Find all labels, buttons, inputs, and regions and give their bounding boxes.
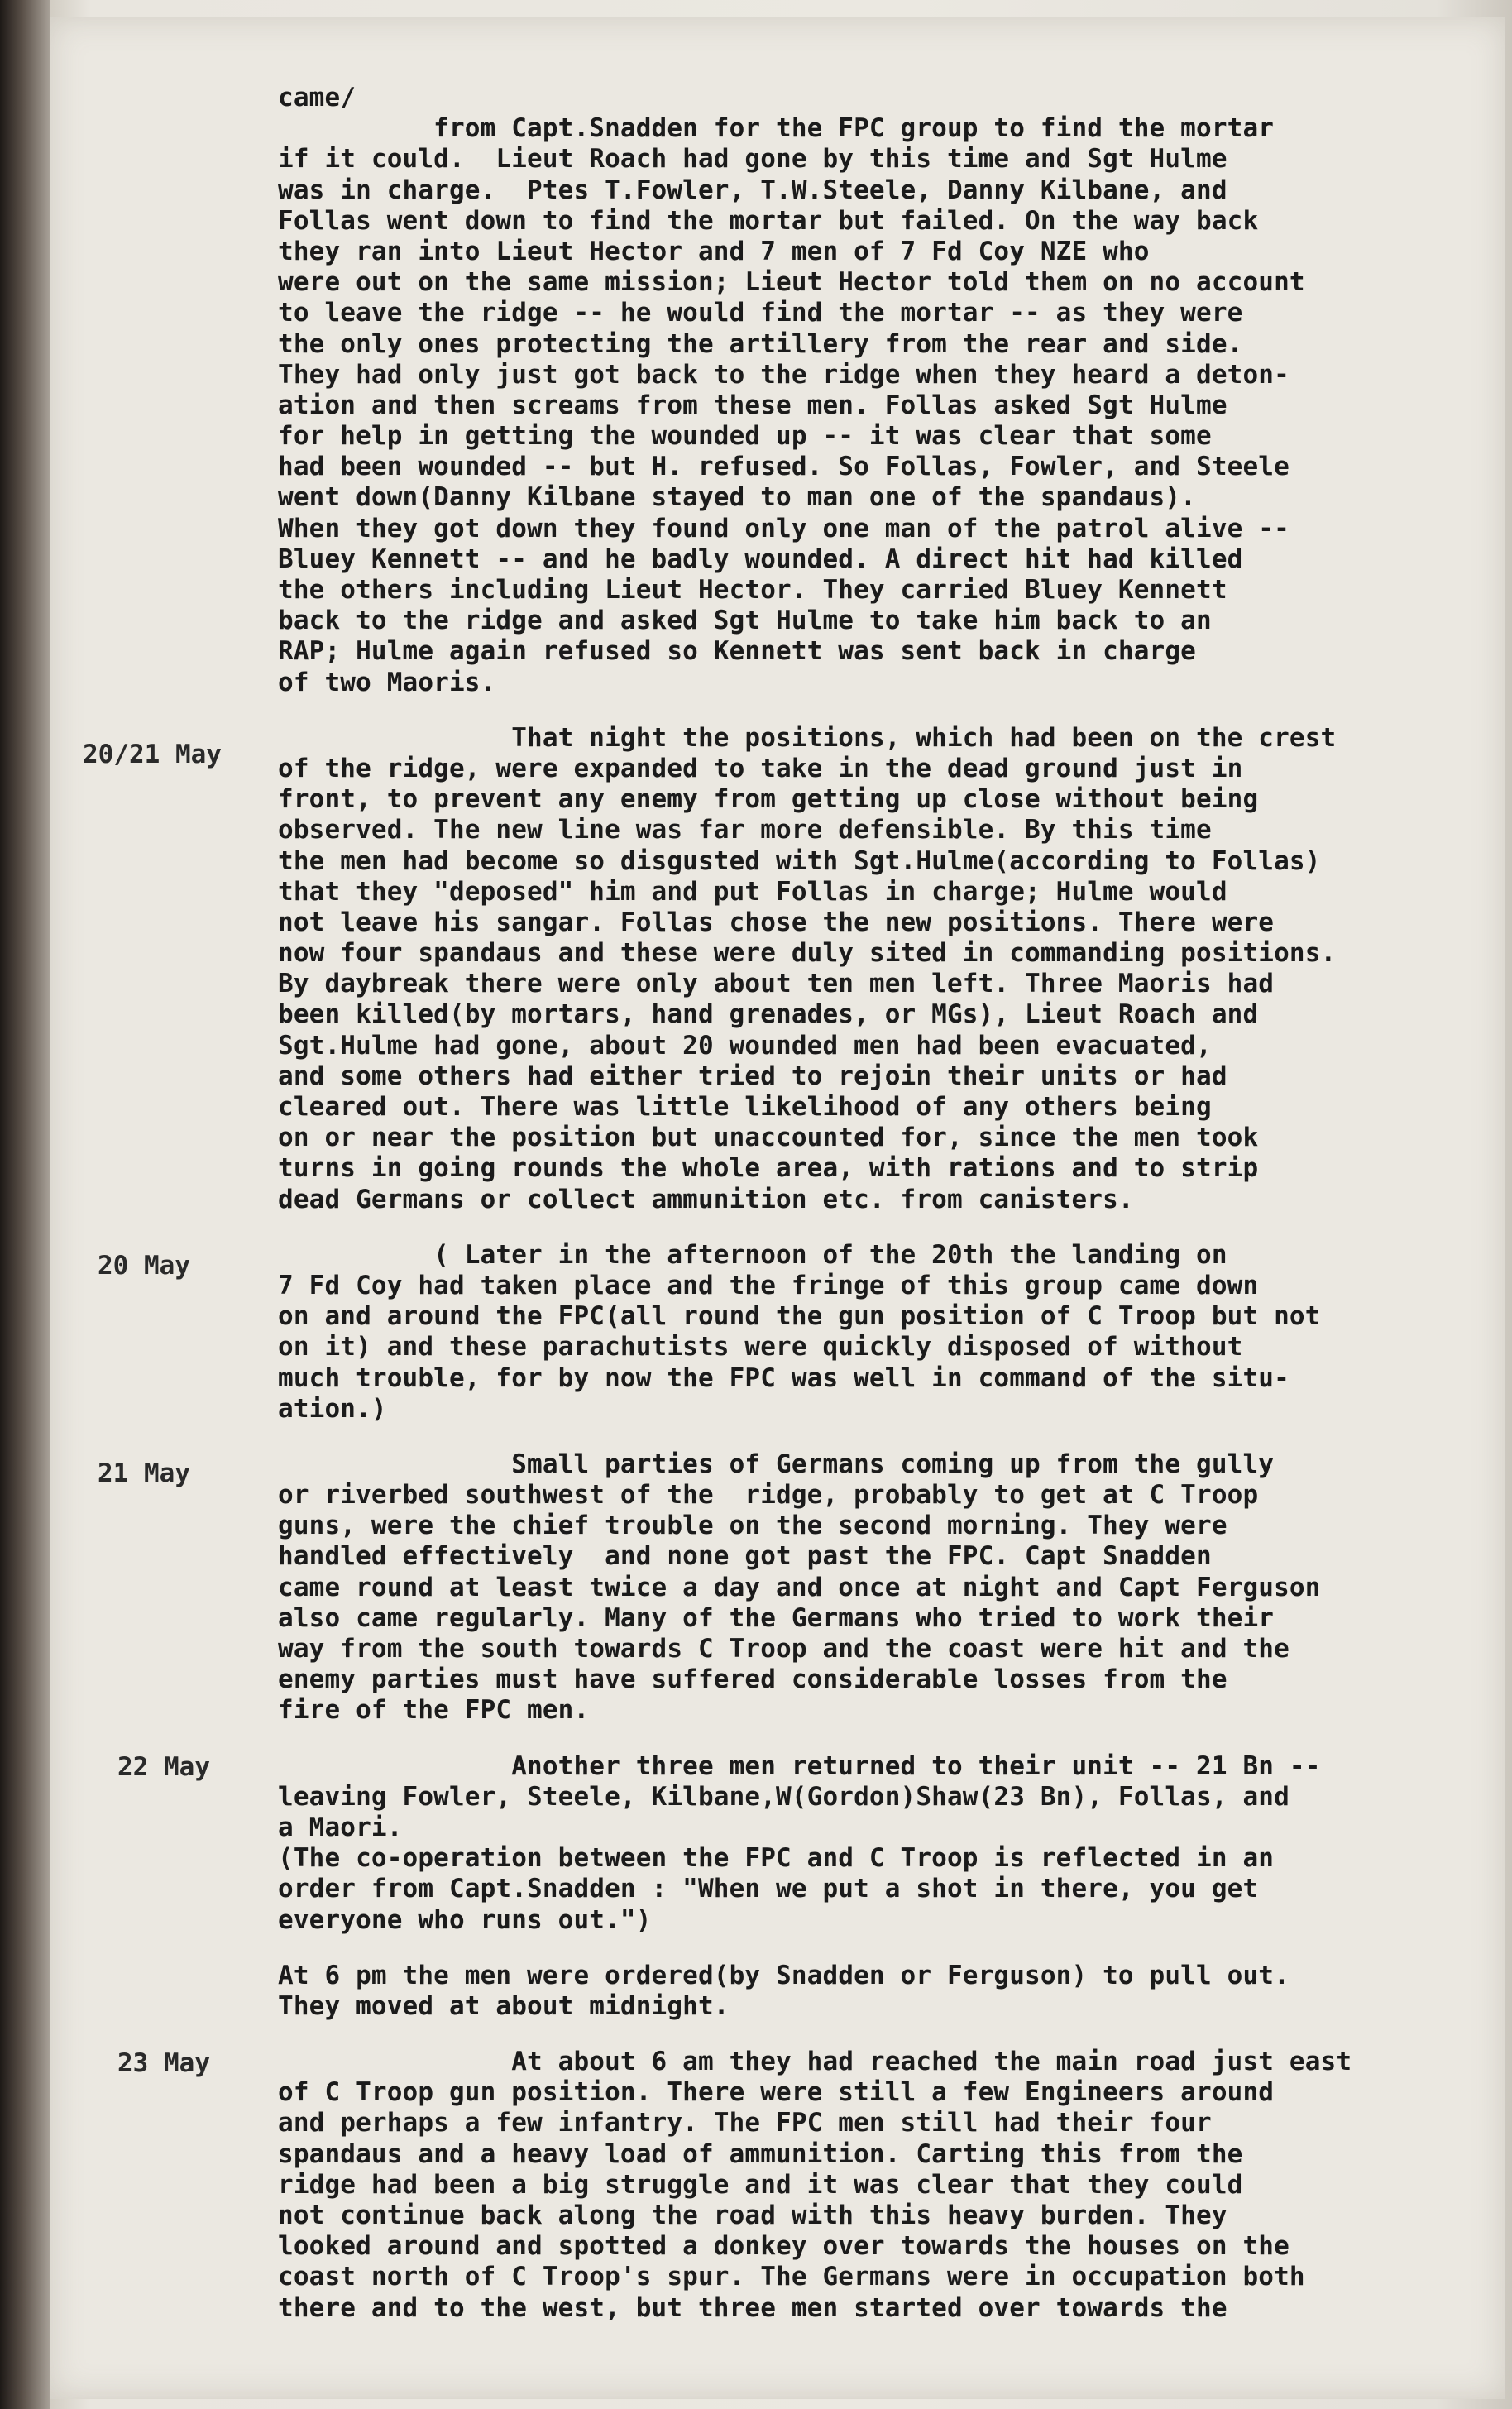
text-line: RAP; Hulme again refused so Kennett was sent back in charge (278, 636, 1197, 667)
text-line: way from the south towards C Troop and the coast were hit and the (278, 1634, 1290, 1664)
text-line: cleared out. There was little likelihood of any others being (278, 1092, 1212, 1122)
paragraph-gap (278, 1425, 1469, 1449)
text-line: were out on the same mission; Lieut Hector told them on no account (278, 267, 1305, 298)
text-line: back to the ridge and asked Sgt Hulme to take him back to an (278, 606, 1212, 636)
text-line: on it) and these parachutists were quickly disposed of without (278, 1332, 1243, 1363)
text-line: on and around the FPC(all round the gun position of C Troop but not (278, 1301, 1321, 1332)
text-line: At about 6 am they had reached the main road just east (278, 2047, 1352, 2077)
text-line: ation.) (278, 1393, 387, 1424)
text-line: from Capt.Snadden for the FPC group to find the mortar (278, 113, 1275, 144)
text-line: turns in going rounds the whole area, with rations and to strip (278, 1153, 1259, 1184)
text-line: everyone who runs out.") (278, 1904, 652, 1935)
text-line: and some others had either tried to rejoin their units or had (278, 1061, 1227, 1091)
text-line: Another three men returned to their unit -- 21 Bn -- (278, 1750, 1321, 1781)
text-line: came/ (278, 83, 356, 113)
text-line: the only ones protecting the artillery from the rear and side. (278, 328, 1243, 359)
text-line: or riverbed southwest of the ridge, probably to get at C Troop (278, 1480, 1259, 1511)
text-line: there and to the west, but three men started over towards the (278, 2292, 1227, 2323)
text-line: They moved at about midnight. (278, 1990, 730, 2021)
text-line: to leave the ridge -- he would find the mortar -- as they were (278, 298, 1243, 328)
text-line: looked around and spotted a donkey over towards the houses on the (278, 2231, 1290, 2262)
text-line: not leave his sangar. Follas chose the new positions. There were (278, 907, 1275, 937)
document-body-text (278, 83, 1469, 2324)
text-line: ation and then screams from these men. Follas asked Sgt Hulme (278, 390, 1227, 420)
paragraph-gap (278, 698, 1469, 723)
text-line: That night the positions, which had been on the crest (278, 722, 1337, 753)
text-line: the others including Lieut Hector. They carried Bluey Kennett (278, 575, 1227, 605)
text-line: (The co-operation between the FPC and C Troop is reflected in an (278, 1843, 1275, 1874)
text-line: 7 Fd Coy had taken place and the fringe of this group came down (278, 1270, 1259, 1300)
text-line: fire of the FPC men. (278, 1695, 590, 1726)
paragraph-gap (278, 1215, 1469, 1240)
text-line: coast north of C Troop's spur. The Germans were in occupation both (278, 2262, 1305, 2292)
date-margin-23-may: 23 May (117, 2048, 210, 2078)
text-line: and perhaps a few infantry. The FPC men still had their four (278, 2108, 1212, 2138)
text-line: Small parties of Germans coming up from the gully (278, 1449, 1275, 1479)
text-line: the men had become so disgusted with Sgt.Hulme(according to Follas) (278, 845, 1321, 876)
text-line: of C Troop gun position. There were still a few Engineers around (278, 2077, 1275, 2108)
text-line: observed. The new line was far more defensible. By this time (278, 815, 1212, 845)
text-line: When they got down they found only one man of the patrol alive -- (278, 513, 1290, 544)
text-line: came round at least twice a day and once at night and Capt Ferguson (278, 1572, 1321, 1602)
text-line: dead Germans or collect ammunition etc. from canisters. (278, 1184, 1134, 1214)
text-line: Follas went down to find the mortar but failed. On the way back (278, 205, 1259, 236)
date-margin-20-may: 20 May (98, 1251, 190, 1281)
text-line: Bluey Kennett -- and he badly wounded. A direct hit had killed (278, 544, 1243, 574)
paragraph-gap (278, 1936, 1469, 1961)
text-line: Sgt.Hulme had gone, about 20 wounded men had been evacuated, (278, 1030, 1212, 1061)
text-line: guns, were the chief trouble on the second morning. They were (278, 1511, 1227, 1541)
date-margin-20-21-may: 20/21 May (83, 740, 222, 769)
paragraph-gap (278, 1727, 1469, 1751)
text-line: enemy parties must have suffered considerable losses from the (278, 1664, 1227, 1695)
text-line: leaving Fowler, Steele, Kilbane,W(Gordon)Shaw(23 Bn), Follas, and (278, 1781, 1290, 1812)
text-line: if it could. Lieut Roach had gone by this time and Sgt Hulme (278, 144, 1227, 175)
date-margin-22-may: 22 May (117, 1752, 210, 1782)
text-line: much trouble, for by now the FPC was well in command of the situ- (278, 1363, 1290, 1393)
page-curl-shadow (0, 0, 50, 2409)
text-line: At 6 pm the men were ordered(by Snadden or Ferguson) to pull out. (278, 1960, 1290, 1990)
text-line: of the ridge, were expanded to take in the dead ground just in (278, 753, 1243, 783)
text-line: of two Maoris. (278, 667, 496, 697)
text-line: went down(Danny Kilbane stayed to man one of the spandaus). (278, 482, 1197, 513)
text-line: also came regularly. Many of the Germans who tried to work their (278, 1602, 1275, 1633)
text-line: By daybreak there were only about ten men left. Three Maoris had (278, 969, 1275, 999)
text-line: that they "deposed" him and put Follas in charge; Hulme would (278, 876, 1227, 907)
text-line: now four spandaus and these were duly sited in commanding positions. (278, 938, 1337, 969)
text-line: was in charge. Ptes T.Fowler, T.W.Steele, Danny Kilbane, and (278, 175, 1227, 205)
date-margin-21-may: 21 May (98, 1458, 190, 1488)
text-line: not continue back along the road with this heavy burden. They (278, 2201, 1227, 2230)
text-line: had been wounded -- but H. refused. So Follas, Fowler, and Steele (278, 452, 1290, 482)
text-line: ( Later in the afternoon of the 20th the landing on (278, 1239, 1227, 1270)
text-line: They had only just got back to the ridge when they heard a deton- (278, 359, 1290, 390)
text-line: on or near the position but unaccounted for, since the men took (278, 1123, 1259, 1153)
text-line: a Maori. (278, 1812, 403, 1842)
text-line: they ran into Lieut Hector and 7 men of 7 Fd Coy NZE who (278, 236, 1150, 266)
text-line: spandaus and a heavy load of ammunition. Carting this from the (278, 2138, 1243, 2169)
text-line: for help in getting the wounded up -- it was clear that some (278, 421, 1212, 452)
text-line: order from Capt.Snadden : "When we put a shot in there, you get (278, 1874, 1259, 1904)
text-line: front, to prevent any enemy from getting up close without being (278, 784, 1259, 815)
text-line: handled effectively and none got past the FPC. Capt Snadden (278, 1541, 1212, 1572)
paragraph-gap (278, 2022, 1469, 2047)
text-line: been killed(by mortars, hand grenades, or MGs), Lieut Roach and (278, 999, 1259, 1030)
text-line: ridge had been a big struggle and it was clear that they could (278, 2169, 1243, 2200)
